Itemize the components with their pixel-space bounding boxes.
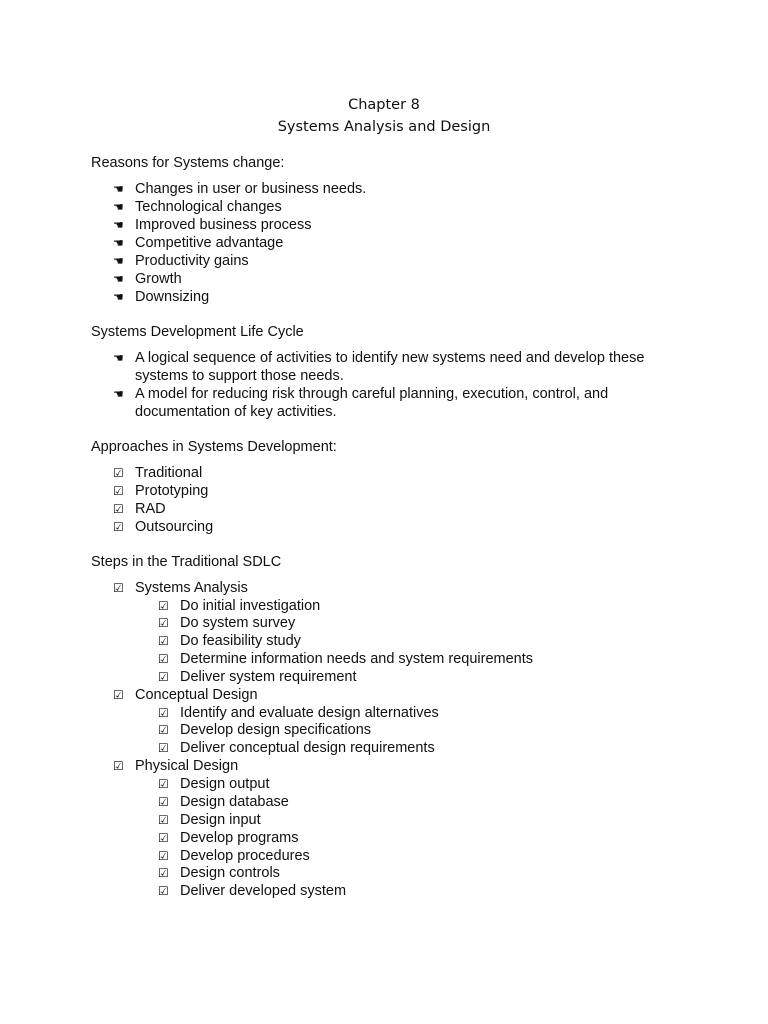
step-group-text: Conceptual Design [135,687,258,703]
pointing-hand-icon: ☚ [113,351,124,365]
list-item-text: Do system survey [180,615,296,631]
list-item-text: RAD [135,501,166,517]
list-item [113,216,312,234]
chapter-subtitle: Systems Analysis and Design [277,119,491,135]
list-item [158,793,289,811]
checkbox-icon: ☑ [113,581,124,595]
list-item [113,464,202,482]
list-item [158,847,310,865]
checkbox-icon: ☑ [158,634,169,648]
checkbox-icon: ☑ [113,466,124,480]
checkbox-icon: ☑ [158,706,169,720]
list-item-text: Deliver developed system [180,883,347,899]
list-item-text: Design controls [180,865,280,881]
step-group-text: Physical Design [135,758,239,774]
list-item [158,829,298,847]
pointing-hand-icon: ☚ [113,218,124,232]
checkbox-icon: ☑ [113,520,124,534]
list-item-text: Develop procedures [180,848,310,864]
checkbox-icon: ☑ [158,849,169,863]
list-item-text: Growth [135,271,182,287]
list-item [113,288,209,306]
checkbox-icon: ☑ [158,670,169,684]
list-item [158,864,280,882]
step-group-label [113,579,248,597]
list-item [113,349,673,385]
list-item-text: Deliver conceptual design requirements [180,740,435,756]
list-item-text: A model for reducing risk through careful planning, execution, control, and documentation of key activities. [135,386,609,420]
pointing-hand-icon: ☚ [113,387,124,401]
list-item [113,270,182,288]
checkbox-icon: ☑ [113,502,124,516]
step-group-text: Systems Analysis [135,580,248,596]
checkbox-icon: ☑ [113,759,124,773]
list-item [113,252,249,270]
list-item-text: Improved business process [135,217,312,233]
list-item-text: Identify and evaluate design alternatives [180,705,439,721]
list-item-text: Competitive advantage [135,235,284,251]
chapter-title: Chapter 8 [348,97,420,113]
pointing-hand-icon: ☚ [113,200,124,214]
checkbox-icon: ☑ [158,616,169,630]
checkbox-icon: ☑ [158,795,169,809]
list-item [113,500,166,518]
list-item [113,180,366,198]
reasons-heading: Reasons for Systems change: [91,155,285,171]
list-item [113,234,283,252]
sdlc-heading: Systems Development Life Cycle [91,324,304,340]
list-item [113,198,282,216]
checkbox-icon: ☑ [158,813,169,827]
list-item-text: Downsizing [135,289,210,305]
checkbox-icon: ☑ [113,484,124,498]
pointing-hand-icon: ☚ [113,236,124,250]
list-item-text: Prototyping [135,483,209,499]
step-group-label [113,757,238,775]
list-item-text: Design input [180,812,261,828]
checkbox-icon: ☑ [158,599,169,613]
checkbox-icon: ☑ [158,652,169,666]
list-item [158,811,261,829]
list-item [158,614,295,632]
list-item [158,632,301,650]
list-item-text: Productivity gains [135,253,249,269]
list-item-text: Changes in user or business needs. [135,181,367,197]
list-item [158,704,439,722]
list-item-text: Design output [180,776,270,792]
checkbox-icon: ☑ [113,688,124,702]
checkbox-icon: ☑ [158,741,169,755]
list-item [158,882,346,900]
list-item [113,385,673,421]
checkbox-icon: ☑ [158,831,169,845]
list-item [158,721,371,739]
list-item-text: A logical sequence of activities to identify new systems need and develop these systems to support those needs. [135,350,645,384]
pointing-hand-icon: ☚ [113,182,124,196]
approaches-heading: Approaches in Systems Development: [91,439,337,455]
list-item [158,597,320,615]
list-item-text: Deliver system requirement [180,669,357,685]
checkbox-icon: ☑ [158,777,169,791]
list-item-text: Do initial investigation [180,598,321,614]
checkbox-icon: ☑ [158,723,169,737]
list-item [158,775,269,793]
pointing-hand-icon: ☚ [113,272,124,286]
list-item-text: Develop design specifications [180,722,372,738]
list-item-text: Do feasibility study [180,633,301,649]
checkbox-icon: ☑ [158,884,169,898]
list-item-text: Design database [180,794,289,810]
step-group-label [113,686,258,704]
steps-heading: Steps in the Traditional SDLC [91,554,282,570]
list-item-text: Determine information needs and system requirements [180,651,533,667]
pointing-hand-icon: ☚ [113,254,124,268]
list-item [113,482,208,500]
list-item [158,650,533,668]
list-item-text: Traditional [135,465,203,481]
checkbox-icon: ☑ [158,866,169,880]
title-block [0,94,768,138]
list-item-text: Outsourcing [135,519,214,535]
list-item [113,518,213,536]
list-item-text: Technological changes [135,199,282,215]
pointing-hand-icon: ☚ [113,290,124,304]
list-item [158,739,435,757]
list-item [158,668,356,686]
list-item-text: Develop programs [180,830,299,846]
